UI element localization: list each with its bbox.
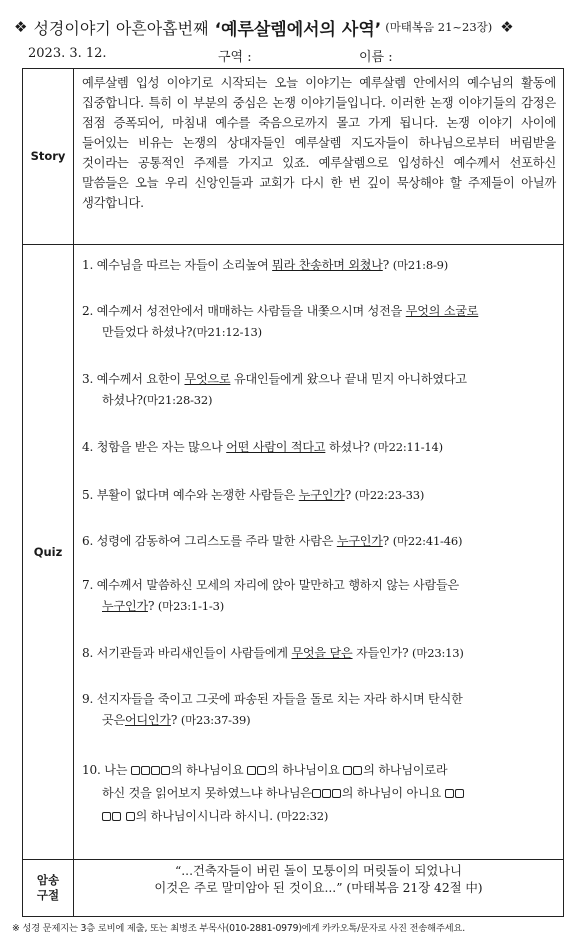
title-emphasis: ‘예루살렘에서의 사역’ <box>214 19 382 40</box>
blank-answer[interactable]: 어디인가 <box>124 713 171 727</box>
blank-answer[interactable]: 어떤 사람이 적다고 <box>226 440 326 454</box>
blank-answer[interactable]: 무엇을 닫은 <box>291 646 353 660</box>
blank-answer[interactable]: 무엇으로 <box>184 372 231 386</box>
diamond-icon: ❖ <box>500 18 514 36</box>
story-label: Story <box>23 69 74 244</box>
quiz-content <box>74 245 563 859</box>
date: 2023. 3. 12. <box>28 46 107 61</box>
scripture-reference: (마21:8-9) <box>392 258 449 272</box>
memory-verse-label: 암송 구절 <box>23 860 74 916</box>
scripture-reference: (마22:41-46) <box>392 534 463 548</box>
scripture-reference: (마22:32) <box>276 809 329 823</box>
blank-answer[interactable]: 누구인가 <box>102 599 148 613</box>
scripture-reference: (마23:13) <box>412 646 464 660</box>
title-scripture-reference: (마태복음 21~23장) <box>385 20 493 34</box>
name-field[interactable]: 이름 : <box>359 50 393 65</box>
story-text: 예루살렘 입성 이야기로 시작되는 오늘 이야기는 예루살렘 안에서의 예수님의 활동에 집중합니다. 특히 이 부분의 중심은 논쟁 이야기들입니다. 이러한 논쟁 이야기들의 감정은 점점 증폭되어, 마침내 예수를 죽음으로까지 몰고 가게 됩니다. 논쟁 이야기 사이에 들어있는 비유는 논쟁의 상대자들인 예루살렘 지도자들이 하나님으로부터 버림받을 것이라는 공통적인 주제를 가지고 있죠. 예루살렘으로 입성하신 예수께서 선포하신 말씀들은 오늘 우리 신앙인들과 교회가 다시 한 번 깊이 묵상해야 할 주제들이 아닐까 생각합니다. <box>82 76 556 210</box>
question-6: 6. 성령에 감동하여 그리스도를 주라 말한 사람은 누구인가? (마22:41-46) <box>82 534 463 548</box>
blank-box[interactable] <box>445 786 465 800</box>
question-3: 3. 예수께서 요한이 무엇으로 유대인들에게 왔으나 끝내 믿지 아니하였다고 하셨나?(마21:28-32) <box>82 372 467 407</box>
story-content <box>74 69 563 244</box>
scripture-reference: (마23:1-1-3) <box>157 599 224 613</box>
blank-box[interactable] <box>131 763 171 777</box>
blank-box[interactable] <box>312 786 342 800</box>
blank-answer[interactable]: 무엇의 소굴로 <box>405 304 479 318</box>
scripture-reference: (마21:28-32) <box>142 393 213 407</box>
blank-answer[interactable]: 누구인가 <box>336 534 383 548</box>
memory-verse-row <box>23 860 563 916</box>
question-9: 9. 선지자들을 죽이고 그곳에 파송된 자들을 돌로 치는 자라 하시며 탄식한 곳은어디인가? (마23:37-39) <box>82 692 463 727</box>
footer-note: ※ 성경 문제지는 3층 로비에 제출, 또는 최병조 부목사(010-2881-0979)에게 카카오톡/문자로 사진 전송해주세요. <box>12 923 465 934</box>
title: 성경이야기 아흔아홉번째 <box>33 18 209 38</box>
worksheet-header <box>14 12 574 42</box>
scripture-reference: (마23:37-39) <box>180 713 251 727</box>
blank-box[interactable] <box>247 763 267 777</box>
question-7: 7. 예수께서 말씀하신 모세의 자리에 앉아 말만하고 행하지 않는 사람들은 누구인가? (마23:1-1-3) <box>82 578 459 613</box>
question-4: 4. 청함을 받은 자는 많으나 어떤 사람이 적다고 하셨나? (마22:11-14) <box>82 440 443 454</box>
worksheet-table <box>22 68 564 917</box>
blank-answer[interactable]: 누구인가 <box>298 488 345 502</box>
scripture-reference: (마22:11-14) <box>373 440 443 454</box>
meta-row <box>22 46 562 66</box>
story-row <box>23 69 563 245</box>
question-8: 8. 서기관들과 바리새인들이 사람들에게 무엇을 닫은 자들인가? (마23:13) <box>82 646 464 660</box>
diamond-icon: ❖ <box>14 18 28 36</box>
quiz-label: Quiz <box>23 245 74 859</box>
blank-answer[interactable]: 뭐라 찬송하며 외쳤나 <box>272 258 383 272</box>
question-10: 10. 나는 의 하나님이요 의 하나님이요 의 하나님이로라 하신 것을 읽어보지 못하였느냐 하나님은의 하나님이 아니요 의 하나님이시니라 하시니. (마22:32) <box>82 759 553 828</box>
question-5: 5. 부활이 없다며 예수와 논쟁한 사람들은 누구인가? (마22:23-33) <box>82 488 425 502</box>
blank-box[interactable] <box>343 763 363 777</box>
scripture-reference: (마21:12-13) <box>192 325 262 339</box>
memory-verse-text: “...건축자들이 버린 돌이 모퉁이의 머릿돌이 되었나니 이것은 주로 말미암아 된 것이요...” (마태복음 21장 42절 中) <box>154 864 483 895</box>
question-1: 1. 예수님을 따르는 자들이 소리높여 뭐라 찬송하며 외쳤나? (마21:8-9) <box>82 258 449 272</box>
scripture-reference: (마22:23-33) <box>354 488 425 502</box>
district-field[interactable]: 구역 : <box>218 50 252 65</box>
quiz-row <box>23 245 563 860</box>
blank-box[interactable] <box>82 805 136 828</box>
scripture-reference: (마태복음 21장 42절 中) <box>346 881 483 895</box>
question-2: 2. 예수께서 성전안에서 매매하는 사람들을 내쫓으시며 성전을 무엇의 소굴로 만들었다 하셨나?(마21:12-13) <box>82 304 479 339</box>
